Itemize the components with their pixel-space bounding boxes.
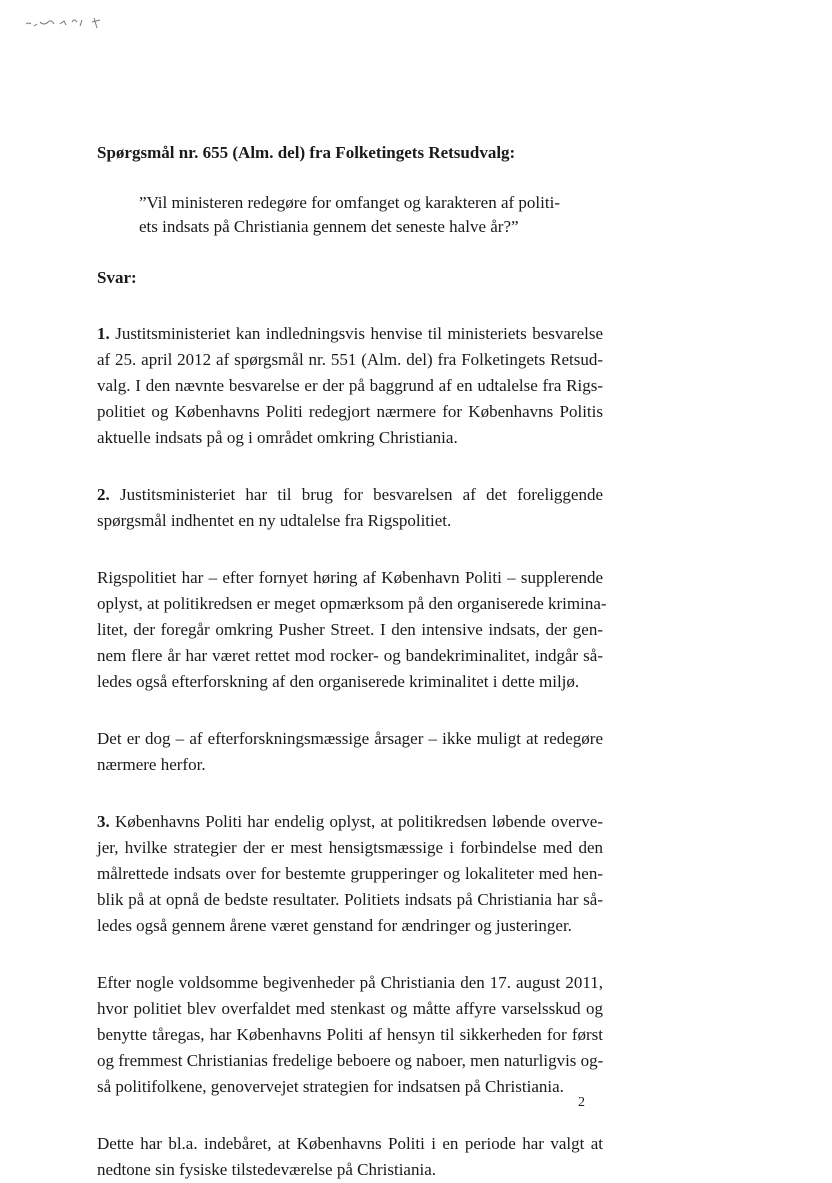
paragraph-text: Justitsministeriet kan indledningsvis henvise til ministeriets besvarelse	[115, 324, 603, 343]
paragraph-line	[97, 726, 603, 752]
paragraph-text: nedtone sin fysiske tilstedeværelse på Christiania.	[97, 1160, 436, 1179]
paragraph-text: Det er dog – af efterforskningsmæssige årsager – ikke muligt at redegøre	[97, 729, 603, 748]
paragraph-text: Justitsministeriet har til brug for besvarelsen af det foreliggende	[119, 485, 604, 504]
handwritten-scan-mark	[22, 10, 122, 40]
paragraph-text: Efter nogle voldsomme begivenheder på Christiania den 17. august 2011,	[97, 973, 603, 992]
paragraph-text: valg. I den nævnte besvarelse er der på baggrund af en udtalelse fra Rigs-	[97, 376, 603, 395]
paragraph-text: blik på at opnå de bedste resultater. Politiets indsats på Christiania har så-	[97, 890, 603, 909]
answer-paragraph	[97, 321, 603, 451]
answer-paragraph	[97, 565, 607, 695]
paragraph-number: 1.	[97, 324, 110, 343]
paragraph-line	[97, 425, 603, 451]
paragraph-number: 3.	[97, 812, 110, 831]
answer-label: Svar:	[97, 268, 137, 287]
paragraph-line	[97, 508, 603, 534]
answer-paragraph	[97, 726, 603, 778]
paragraph-text: målrettede indsats over for bestemte grupperinger og lokaliteter med hen-	[97, 864, 603, 883]
paragraph-number: 2.	[97, 485, 110, 504]
paragraph-text: af 25. april 2012 af spørgsmål nr. 551 (Alm. del) fra Folketingets Retsud-	[97, 350, 603, 369]
paragraph-text: jer, hvilke strategier der er mest hensigtsmæssige i forbindelse med den	[97, 838, 603, 857]
paragraph-line	[97, 1022, 603, 1048]
paragraph-line	[97, 643, 603, 669]
answer-paragraph	[97, 1131, 603, 1183]
paragraph-text: litet, der foregår omkring Pusher Street. I den intensive indsats, der gen-	[97, 620, 603, 639]
paragraph-line	[97, 1048, 603, 1074]
paragraph-text: nem flere år har været rettet mod rocker- og bandekriminalitet, indgår så-	[97, 646, 603, 665]
paragraph-text: spørgsmål indhentet en ny udtalelse fra Rigspolitiet.	[97, 511, 452, 530]
paragraph-text: Rigspolitiet har – efter fornyet høring af København Politi – supplerende	[97, 568, 603, 587]
paragraph-line	[97, 861, 603, 887]
answer-paragraph	[97, 809, 603, 939]
paragraph-line	[97, 1131, 603, 1157]
answer-paragraph	[97, 970, 603, 1100]
answer-paragraphs	[97, 321, 607, 1183]
paragraph-text: så politifolkene, genovervejet strategien for indsatsen på Christiania.	[97, 1077, 564, 1096]
paragraph-line	[97, 887, 603, 913]
paragraph-line	[97, 1157, 603, 1183]
paragraph-line	[97, 399, 603, 425]
paragraph-line	[97, 835, 603, 861]
paragraph-line	[97, 321, 603, 347]
paragraph-text: politiet og Københavns Politi redegjort nærmere for Københavns Politis	[97, 402, 603, 421]
paragraph-text: ledes også efterforskning af den organiserede kriminalitet i dette miljø.	[97, 672, 580, 691]
paragraph-line	[97, 996, 603, 1022]
answer-paragraph	[97, 482, 603, 534]
paragraph-text: Dette har bl.a. indebåret, at Københavns Politi i en periode har valgt at	[97, 1134, 603, 1153]
document-body	[97, 141, 607, 1183]
paragraph-line	[97, 373, 603, 399]
paragraph-line	[97, 970, 603, 996]
paragraph-line	[97, 565, 603, 591]
paragraph-line	[97, 1074, 603, 1100]
paragraph-line	[97, 347, 603, 373]
paragraph-text: og fremmest Christianias fredelige beboere og naboer, men naturligvis og-	[97, 1051, 604, 1070]
paragraph-line	[97, 617, 603, 643]
paragraph-line	[97, 809, 603, 835]
paragraph-text: hvor politiet blev overfaldet med stenkast og måtte affyre varselsskud og	[97, 999, 603, 1018]
question-title: Spørgsmål nr. 655 (Alm. del) fra Folketingets Retsudvalg:	[97, 143, 516, 162]
paragraph-line	[97, 669, 603, 695]
paragraph-line	[97, 591, 607, 617]
paragraph-line	[97, 752, 603, 778]
paragraph-text: ledes også gennem årene været genstand for ændringer og justeringer.	[97, 916, 572, 935]
paragraph-line	[97, 913, 603, 939]
question-line: ”Vil ministeren redegøre for omfanget og karakteren af politi-	[139, 193, 560, 212]
question-line: ets indsats på Christiania gennem det seneste halve år?”	[139, 217, 519, 236]
question-quote	[139, 191, 579, 239]
paragraph-text: nærmere herfor.	[97, 755, 206, 774]
paragraph-text: oplyst, at politikredsen er meget opmærksom på den organiserede krimina-	[97, 594, 607, 613]
paragraph-text: aktuelle indsats på og i området omkring Christiania.	[97, 428, 458, 447]
paragraph-text: benytte tåregas, har Københavns Politi af hensyn til sikkerheden for først	[97, 1025, 603, 1044]
paragraph-line	[97, 482, 603, 508]
paragraph-text: Københavns Politi har endelig oplyst, at politikredsen løbende overve-	[114, 812, 603, 831]
page-number: 2	[578, 1095, 585, 1110]
